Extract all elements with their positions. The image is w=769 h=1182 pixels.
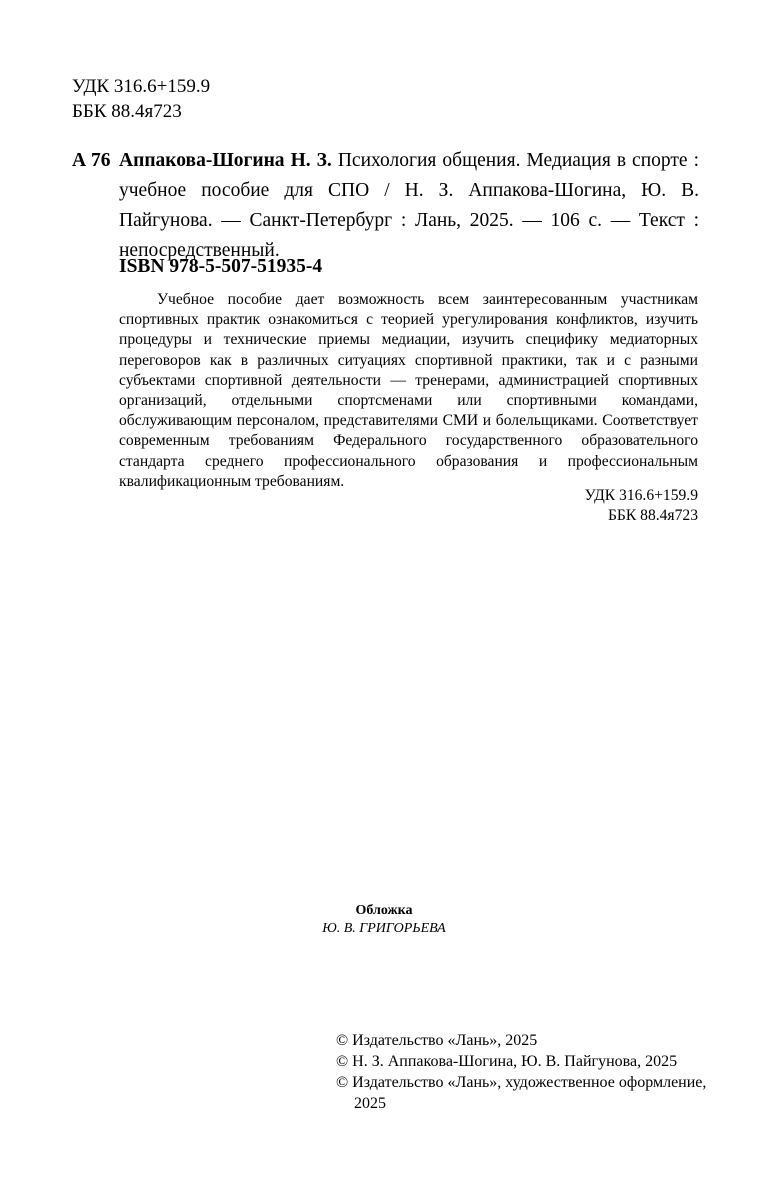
copyright-line: © Н. З. Аппакова-Шогина, Ю. В. Пайгунова, 2025 [336,1053,678,1070]
udk-code-bottom: УДК 316.6+159.9 [584,487,698,504]
copyright-block [336,1030,716,1114]
cover-label: Обложка [355,903,413,918]
cover-credit [284,902,484,938]
bibliographic-citation [119,146,699,266]
bbk-code-bottom: ББК 88.4я723 [607,507,698,524]
isbn: ISBN 978-5-507-51935-4 [119,256,323,277]
copyright-line: © Издательство «Лань», художественное оформление, 2025 [336,1074,707,1112]
author-catalog-code: А 76 [72,150,111,171]
bbk-code: ББК 88.4я723 [72,101,182,122]
classification-block [72,74,210,124]
citation-text: Психология общения. Медиация в спорте : учебное пособие для СПО / Н. З. Аппакова-Шогина, Ю. В. Пайгунова. — Санкт-Петербург : Лань, 2025. — 106 с. — Текст : непосредственный. [119,150,699,261]
copyright-line: © Издательство «Лань», 2025 [336,1032,538,1049]
cover-designer: Ю. В. ГРИГОРЬЕВА [322,921,446,936]
udk-code: УДК 316.6+159.9 [72,76,211,97]
classification-block-bottom [520,486,698,526]
abstract: Учебное пособие дает возможность всем заинтересованным участникам спортивных практик ознакомиться с теорией урегулирования конфликтов, изучить процедуры и технические приемы медиации, изучить специфику медиаторных переговоров как в различных ситуациях спортивной практики, так и с разными субъектами спортивной деятельности — тренерами, администрацией спортивных организаций, отдельными спортсменами или спортивными командами, обслуживающим персоналом, представителями СМИ и болельщиками. Соответствует современным требованиям Федерального государственного образовательного стандарта среднего профессионального образования и профессиональным квалификационным требованиям. [119,291,698,490]
citation-author: Аппакова-Шогина Н. З. [119,150,332,171]
